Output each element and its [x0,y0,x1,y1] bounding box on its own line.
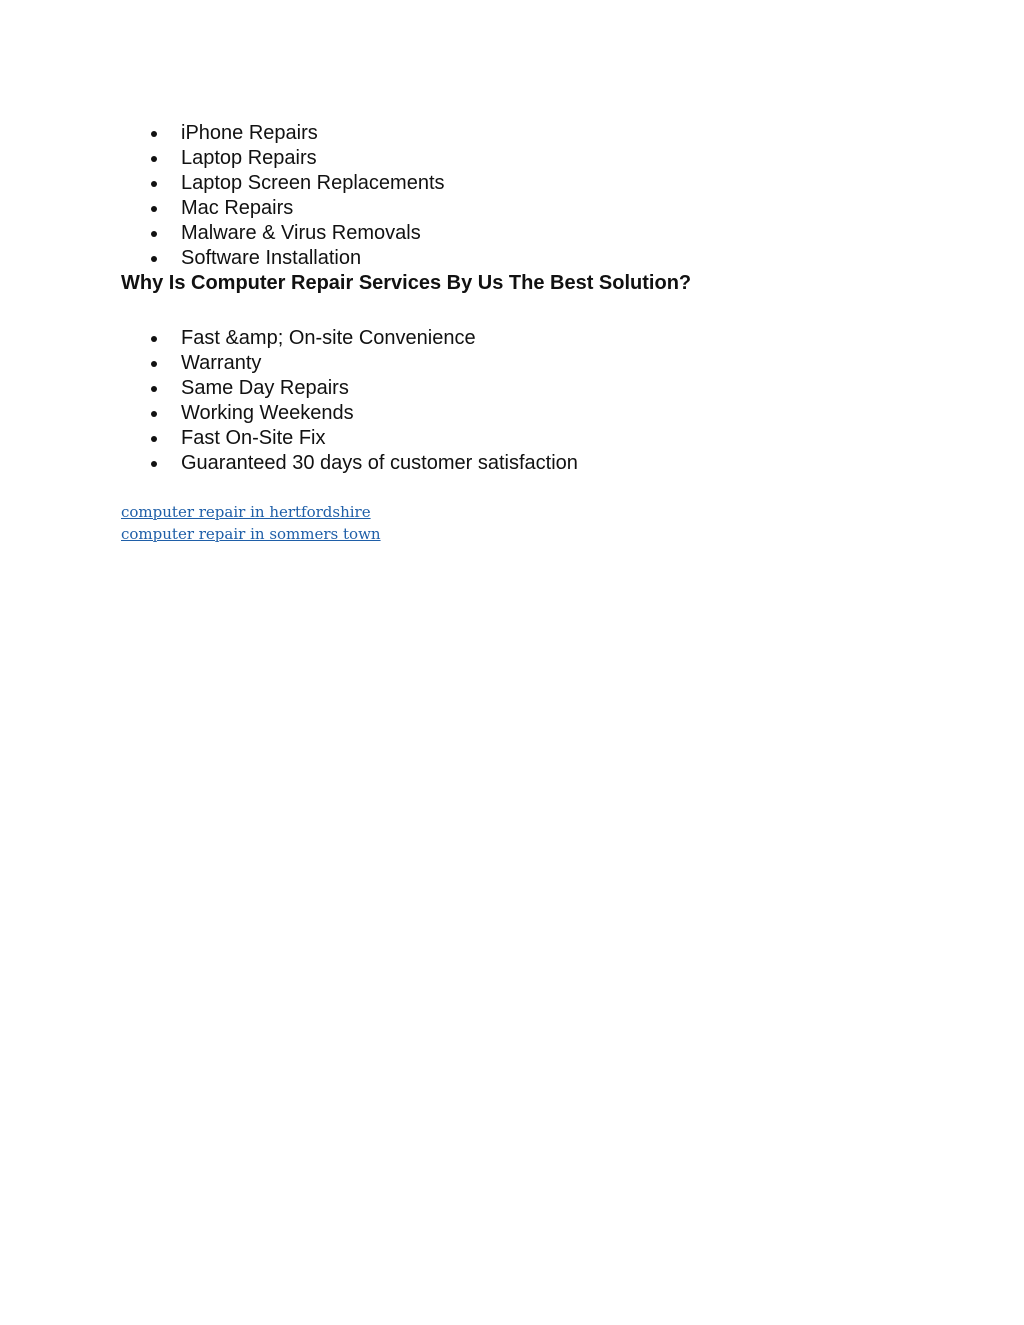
bullet-icon [151,156,157,162]
list-item-text: Laptop Screen Replacements [181,172,445,194]
bullet-icon [151,386,157,392]
list-item-text: Working Weekends [181,402,354,424]
links-block [121,501,381,545]
list-item-text: Fast On-Site Fix [181,427,326,449]
bullet-icon [151,361,157,367]
list-item-text: Same Day Repairs [181,377,349,399]
bullet-icon [151,131,157,137]
bullet-icon [151,181,157,187]
list-item-text: Fast &amp; On-site Convenience [181,327,476,349]
link-sommers-town[interactable]: computer repair in sommers town [121,525,381,543]
bullet-icon [151,256,157,262]
bullet-icon [151,206,157,212]
bullet-icon [151,336,157,342]
link-hertfordshire[interactable]: computer repair in hertfordshire [121,503,371,521]
bullet-icon [151,461,157,467]
list-item-text: Warranty [181,352,262,374]
bullet-icon [151,436,157,442]
list-item-text: Guaranteed 30 days of customer satisfaction [181,452,578,474]
section-heading: Why Is Computer Repair Services By Us The Best Solution? [121,272,692,294]
list-item-text: Laptop Repairs [181,147,317,169]
list-item-text: Mac Repairs [181,197,294,219]
list-item-text: Software Installation [181,247,362,269]
bullet-icon [151,411,157,417]
bullet-icon [151,231,157,237]
list-item-text: iPhone Repairs [181,122,318,144]
list-item-text: Malware & Virus Removals [181,222,421,244]
